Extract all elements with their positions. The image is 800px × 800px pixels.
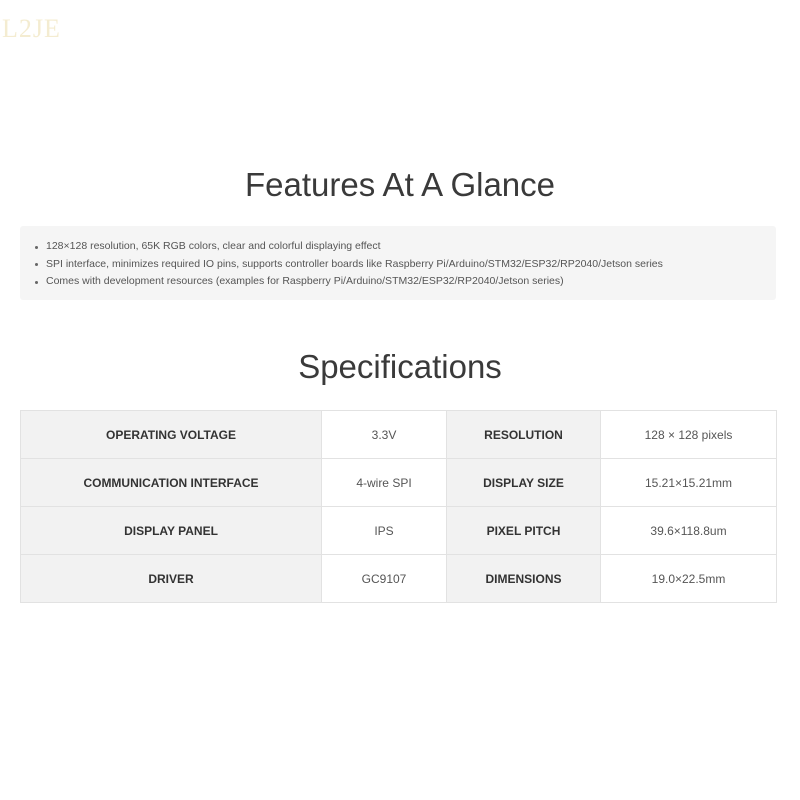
spec-label: DIMENSIONS: [447, 555, 601, 603]
spec-value: 128 × 128 pixels: [601, 411, 777, 459]
table-row: [21, 459, 777, 507]
features-box: [20, 226, 776, 300]
spec-value: 39.6×118.8um: [601, 507, 777, 555]
feature-item: 128×128 resolution, 65K RGB colors, clear and colorful displaying effect: [46, 238, 776, 256]
spec-label: DRIVER: [21, 555, 322, 603]
spec-label: RESOLUTION: [447, 411, 601, 459]
spec-value: GC9107: [322, 555, 447, 603]
features-list: [20, 226, 776, 291]
spec-value: 19.0×22.5mm: [601, 555, 777, 603]
watermark-logo: L2JE: [2, 14, 61, 43]
table-row: [21, 411, 777, 459]
feature-item: Comes with development resources (examples for Raspberry Pi/Arduino/STM32/ESP32/RP2040/Jetson series): [46, 273, 776, 291]
table-row: [21, 507, 777, 555]
spec-value: 3.3V: [322, 411, 447, 459]
table-row: [21, 555, 777, 603]
spec-value: 15.21×15.21mm: [601, 459, 777, 507]
feature-item: SPI interface, minimizes required IO pins, supports controller boards like Raspberry Pi/Arduino/STM32/ESP32/RP2040/Jetson series: [46, 256, 776, 274]
features-title: Features At A Glance: [244, 166, 556, 203]
spec-label: DISPLAY PANEL: [21, 507, 322, 555]
spec-label: PIXEL PITCH: [447, 507, 601, 555]
spec-label: DISPLAY SIZE: [447, 459, 601, 507]
specifications-table: [20, 410, 777, 603]
spec-value: IPS: [322, 507, 447, 555]
spec-label: COMMUNICATION INTERFACE: [21, 459, 322, 507]
spec-label: OPERATING VOLTAGE: [21, 411, 322, 459]
spec-value: 4-wire SPI: [322, 459, 447, 507]
specifications-title: Specifications: [298, 348, 502, 385]
